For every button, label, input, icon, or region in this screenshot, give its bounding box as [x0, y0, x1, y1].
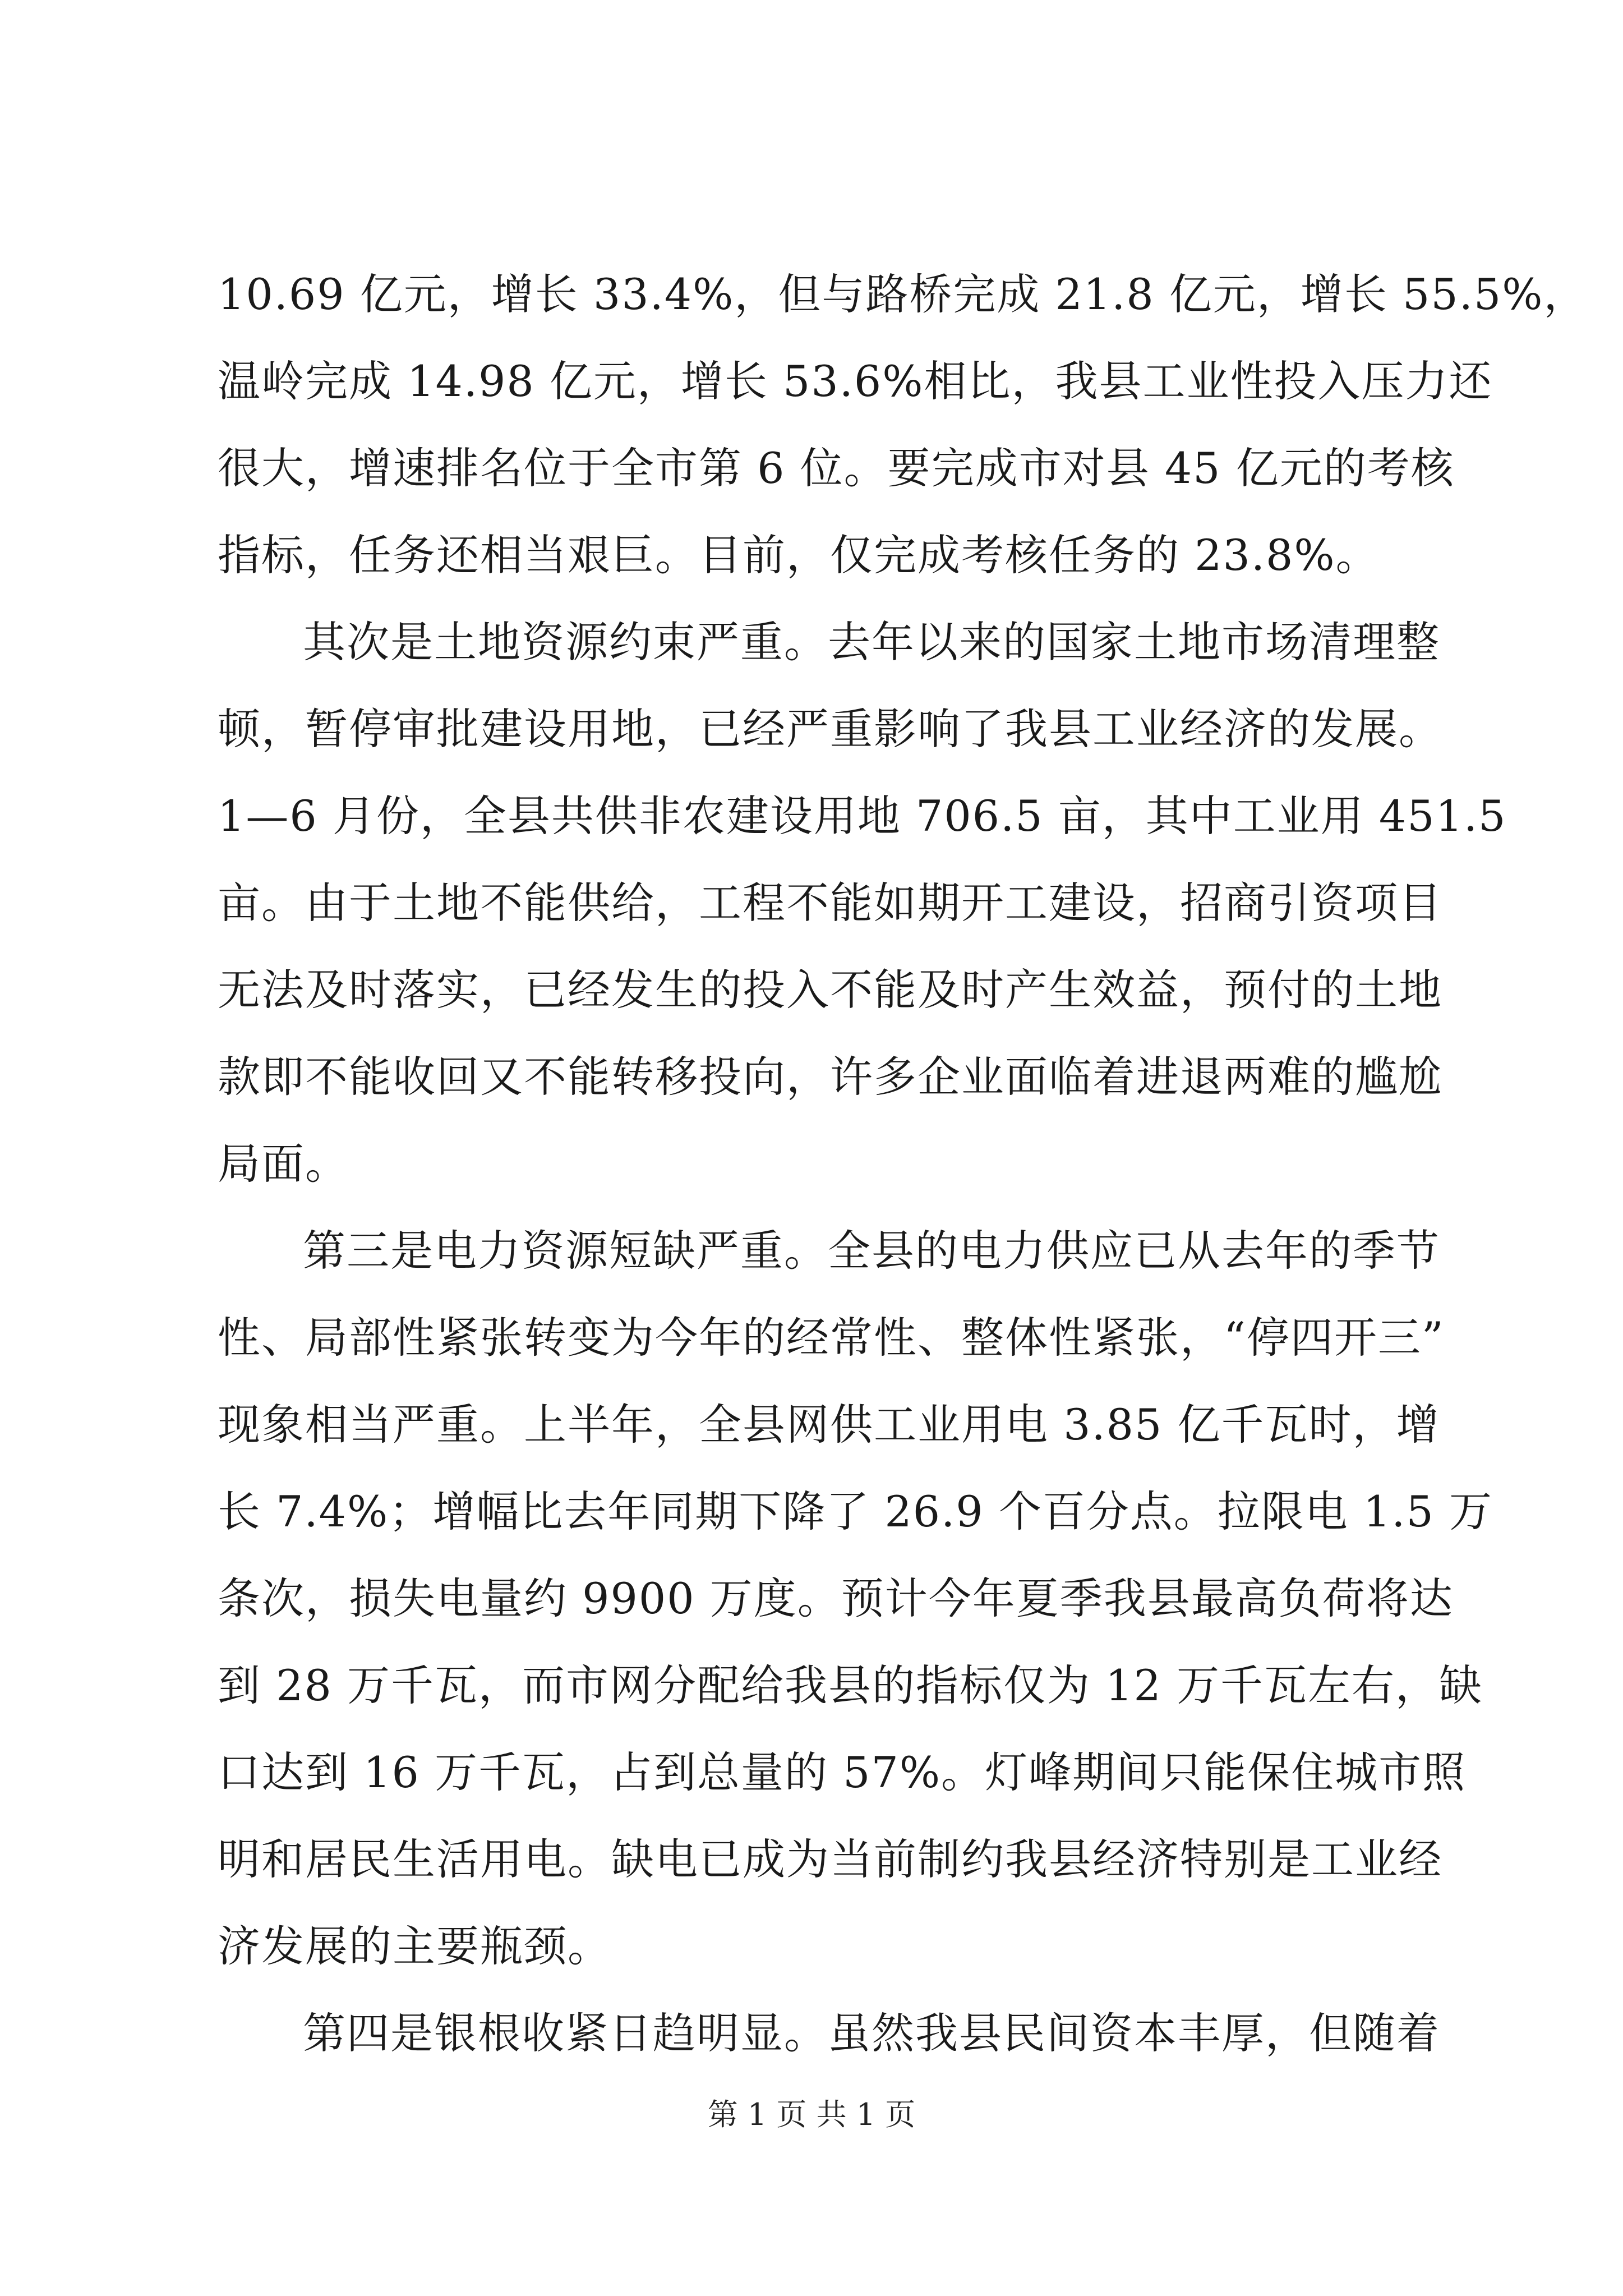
paragraph-3-line-4: 长 7.4%；增幅比去年同期下降了 26.9 个百分点。拉限电 1.5 万: [218, 1487, 1493, 1536]
paragraph-3-line-9: 济发展的主要瓶颈。: [218, 1921, 611, 1971]
paragraph-2-line-5: 无法及时落实，已经发生的投入不能及时产生效益，预付的土地: [218, 965, 1442, 1015]
paragraph-3-line-1: 第三是电力资源短缺严重。全县的电力供应已从去年的季节: [303, 1226, 1440, 1276]
paragraph-1-line-1: 10.69 亿元，增长 33.4%，但与路桥完成 21.8 亿元，增长 55.5%，: [218, 269, 1588, 319]
page-number-footer: 第 1 页 共 1 页: [707, 2097, 916, 2132]
paragraph-3-line-2: 性、局部性紧张转变为今年的经常性、整体性紧张，“停四开三”: [218, 1313, 1445, 1363]
paragraph-2-line-1: 其次是土地资源约束严重。去年以来的国家土地市场清理整: [303, 617, 1440, 667]
paragraph-3-line-6: 到 28 万千瓦，而市网分配给我县的指标仅为 12 万千瓦左右，缺: [218, 1660, 1483, 1710]
paragraph-3-line-5: 条次，损失电量约 9900 万度。预计今年夏季我县最高负荷将达: [218, 1573, 1454, 1623]
paragraph-2-line-6: 款即不能收回又不能转移投向，许多企业面临着进退两难的尴尬: [218, 1052, 1442, 1102]
paragraph-3-line-8: 明和居民生活用电。缺电已成为当前制约我县经济特别是工业经: [218, 1834, 1442, 1884]
paragraph-1-line-4: 指标，任务还相当艰巨。目前，仅完成考核任务的 23.8%。: [218, 530, 1380, 580]
paragraph-2-line-3: 1—6 月份，全县共供非农建设用地 706.5 亩，其中工业用 451.5: [218, 791, 1507, 841]
paragraph-1-line-2: 温岭完成 14.98 亿元，增长 53.6%相比，我县工业性投入压力还: [218, 356, 1493, 406]
paragraph-2-line-7: 局面。: [218, 1139, 349, 1189]
paragraph-4-line-1: 第四是银根收紧日趋明显。虽然我县民间资本丰厚，但随着: [303, 2008, 1440, 2058]
paragraph-3-line-7: 口达到 16 万千瓦，占到总量的 57%。灯峰期间只能保住城市照: [218, 1747, 1467, 1797]
paragraph-1-line-3: 很大，增速排名位于全市第 6 位。要完成市对县 45 亿元的考核: [218, 443, 1455, 493]
paragraph-2-line-2: 顿，暂停审批建设用地，已经严重影响了我县工业经济的发展。: [218, 704, 1442, 754]
paragraph-3-line-3: 现象相当严重。上半年，全县网供工业用电 3.85 亿千瓦时，增: [218, 1400, 1440, 1450]
paragraph-2-line-4: 亩。由于土地不能供给，工程不能如期开工建设，招商引资项目: [218, 878, 1442, 928]
